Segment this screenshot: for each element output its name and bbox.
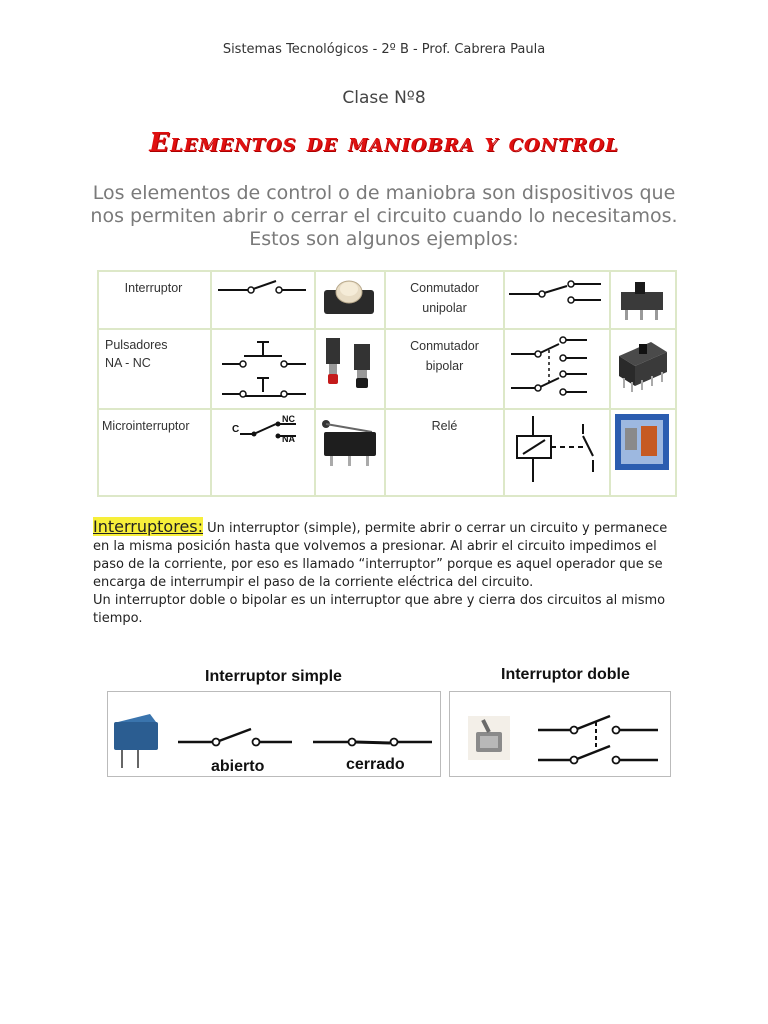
interruptores-text-2: Un interruptor doble o bipolar es un interruptor que abre y cierra dos circuitos al mismo tiempo. [93, 593, 666, 626]
conmutador-bipolar-photo-cell [610, 329, 676, 409]
table-cell-label [98, 409, 211, 496]
interruptores-text-1: Un interruptor (simple), permite abrir o cerrar un circuito y permanece en la misma posición hasta que volvemos a presionar. Al abrir el circuito impedimos el paso de la corriente, por eso es llamado “interruptor” porque es aquel operador que se encarga de interrumpir el paso de la corriente eléctrica del circuito. [93, 521, 668, 590]
interruptor-symbol-cell [211, 271, 315, 329]
conmutador-unipolar-symbol-icon [505, 272, 607, 326]
rele-photo-cell [610, 409, 676, 496]
label-conmutador-unipolar-1: Conmutador [410, 281, 479, 295]
label-conmutador-unipolar-2: unipolar [422, 301, 467, 315]
table-cell-label [385, 271, 504, 329]
label-pulsadores: Pulsadores [105, 338, 168, 352]
microinterruptor-photo-cell [315, 409, 385, 496]
interruptores-paragraph [93, 518, 683, 628]
rele-symbol-cell [504, 409, 610, 496]
interruptor-symbol-icon [212, 272, 312, 326]
label-abierto: abierto [211, 758, 265, 775]
label-interruptor: Interruptor [124, 281, 183, 295]
interruptores-heading: Interruptores: [93, 517, 204, 536]
figure-simple-title: Interruptor simple [205, 668, 342, 685]
label-rele: Relé [431, 419, 458, 433]
micro-switch-photo-icon [316, 410, 382, 494]
figure-double-box [449, 691, 671, 777]
conmutador-unipolar-symbol-cell [504, 271, 610, 329]
relay-photo-icon [611, 410, 673, 494]
conmutador-unipolar-photo-cell [610, 271, 676, 329]
conmutador-bipolar-symbol-cell [504, 329, 610, 409]
pulsadores-symbol-cell [211, 329, 315, 409]
label-conmutador-bipolar-2: bipolar [425, 359, 464, 373]
conmutador-bipolar-symbol-icon [505, 330, 607, 406]
figure-double-title: Interruptor doble [501, 666, 630, 683]
push-buttons-photo-icon [316, 330, 382, 406]
page-header: Sistemas Tecnológicos - 2º B - Prof. Cabrera Paula [222, 42, 546, 57]
label-conmutador-bipolar-1: Conmutador [410, 339, 479, 353]
micro-label-c: C [232, 424, 240, 435]
micro-label-nc: NC [282, 414, 295, 424]
pulsadores-photo-cell [315, 329, 385, 409]
table-row [98, 271, 676, 329]
elements-table [97, 270, 677, 497]
label-microinterruptor: Microinterruptor [102, 419, 190, 433]
lesson-label: Clase Nº8 [342, 88, 426, 108]
table-row [98, 329, 676, 409]
label-na-nc: NA - NC [105, 356, 151, 370]
table-cell-label [385, 409, 504, 496]
double-switch-diagram-icon [450, 692, 670, 776]
rele-symbol-icon [505, 410, 607, 494]
pulsadores-symbol-icon [212, 330, 312, 406]
interruptor-photo-cell [315, 271, 385, 329]
table-cell-label [98, 271, 211, 329]
figure-simple-box [107, 691, 441, 777]
bipolar-switch-photo-icon [611, 330, 673, 406]
table-cell-label [98, 329, 211, 409]
micro-label-na: NA [282, 434, 295, 444]
intro-paragraph: Los elementos de control o de maniobra son dispositivos que nos permiten abrir o cerrar el circuito cuando lo necesitamos. Estos son algunos ejemplos: [90, 182, 678, 250]
microinterruptor-symbol-cell [211, 409, 315, 496]
table-row [98, 409, 676, 496]
label-cerrado: cerrado [346, 756, 405, 773]
table-cell-label [385, 329, 504, 409]
slide-switch-photo-icon [611, 272, 673, 326]
push-switch-photo-icon [316, 272, 382, 326]
microinterruptor-symbol-icon [212, 410, 312, 494]
page-title: Elementos de maniobra y control [149, 128, 619, 158]
